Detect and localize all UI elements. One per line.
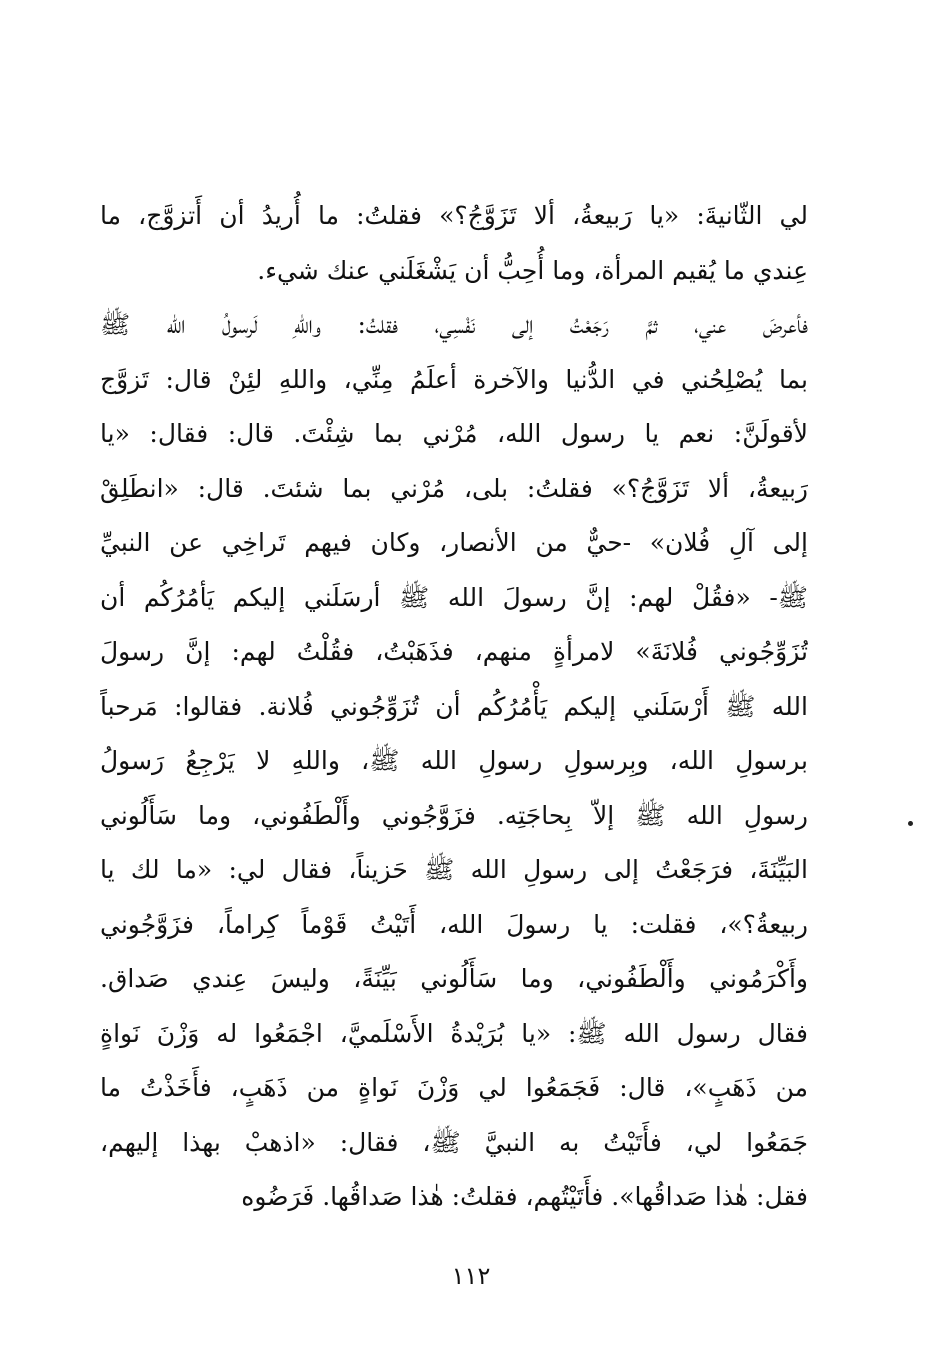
text-line: من ذَهَبٍ»، قال: فَجَمَعُوا لي وَزْنَ نَواةٍ من ذَهَبٍ، فأَخَذْتُ ما	[100, 1073, 808, 1102]
text-line: البَيِّنَةَ، فرَجَعْتُ إلى رسولِ الله ﷺ حَزيناً، فقال لي: «ما لك يا	[100, 855, 808, 884]
text-line: ﷺ- «فقُلْ لهم: إنَّ رسولَ الله ﷺ أرسَلَني إليكم يَأمُرُكُم أن	[100, 582, 808, 612]
text-line: تُزَوِّجُوني فُلانَةَ» لامرأةٍ منهم، فذَهَبْتُ، فقُلْتُ لهم: إنَّ رسولَ	[100, 637, 808, 666]
text-line: الله ﷺ أَرْسَلَني إليكم يَأْمُرُكُم أن تُزَوِّجُوني فُلانة. فقالوا: مَرحباً	[100, 691, 808, 721]
text-line: بما يُصْلِحُني في الدُّنيا والآخرة أعلَمُ مِنِّي، واللهِ لئِنْ قال: تَزوَّج	[100, 364, 808, 394]
text-line: فقال رسول الله ﷺ: «يا بُرَيْدةُ الأَسْلَميَّ، اجْمَعُوا له وَزْنَ نَواةٍ	[100, 1018, 808, 1048]
text-line: إلى آلِ فُلان» -حيٌّ من الأنصار، وكان فيهم تَراخِي عن النبيِّ	[100, 528, 808, 557]
text-line: رسولِ الله ﷺ إلاّ بِحاجَتِه. فزَوَّجُوني وأَلْطَفُوني، وما سَأَلُوني	[100, 800, 808, 830]
text-line: لي الثّانيةَ: «يا رَبيعةُ، ألا تَزَوَّجُ؟» فقلتُ: ما أُريدُ أن أَتزوَّج، ما	[100, 201, 808, 230]
text-line: فأعرضَ عني، ثمَّ رَجَعْتُ إلى نَفْسِي، فقلتُ: واللهِ لَرسولُ الله ﷺ	[100, 310, 808, 339]
text-line: وأَكْرَمُوني وأَلْطَفُوني، وما سَأَلُوني بَيِّنَةً، وليسَ عِندي صَداق.	[100, 964, 808, 993]
text-line: عِندي ما يُقيم المرأة، وما أُحِبُّ أن يَشْغَلَني عنك شيء.	[257, 255, 808, 285]
body-text	[100, 189, 808, 1225]
text-line: لأقولَنَّ: نعم يا رسول الله، مُرْني بما شِئْتَ. قال: فقال: «يا	[100, 419, 808, 448]
text-line: فقل: هٰذا صَداقُها». فأَتَيْتُهم، فقلتُ: هٰذا صَداقُها. فَرَضُوه	[241, 1182, 808, 1211]
margin-mark	[908, 821, 913, 826]
text-line: رَبيعةُ، ألا تَزَوَّجُ؟» فقلتُ: بلى، مُرْني بما شئتَ. قال: «انطَلِقْ	[100, 473, 808, 503]
text-line: ربيعةُ؟»، فقلت: يا رسولَ الله، أَتَيْتُ قَوْماً كِراماً، فزَوَّجُوني	[100, 909, 808, 939]
page-number: ١١٢	[451, 1262, 491, 1290]
text-line: جَمَعُوا لي، فأَتَيْتُ به النبيَّ ﷺ، فقال: «اذهبْ بهذا إليهم،	[100, 1127, 808, 1157]
text-line: برسولِ الله، وبِرسولِ رسولِ الله ﷺ، واللهِ لا يَرْجِعُ رَسولُ	[100, 746, 808, 775]
